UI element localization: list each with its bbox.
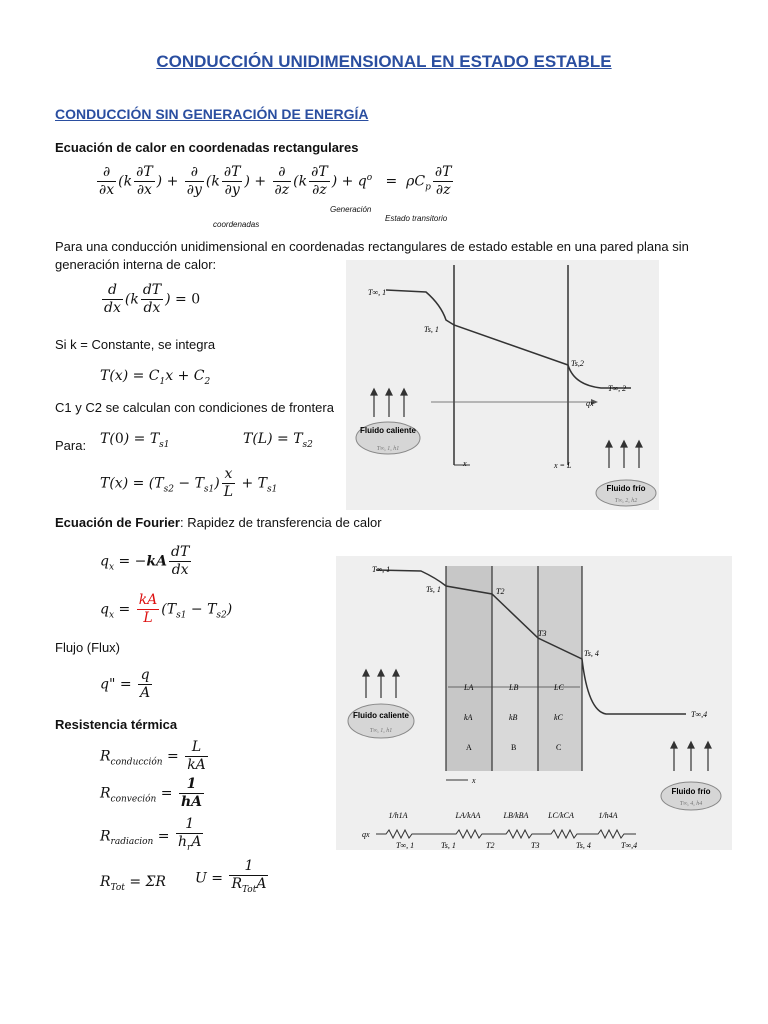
fig2-t-inf4: T∞,4 xyxy=(691,710,708,719)
fourier-rest: : Rapidez de transferencia de calor xyxy=(179,515,382,530)
fig2-hot-fluid: Fluido caliente xyxy=(352,711,410,720)
convection-resistance: $R_{conveción}$ = $\frac{1}{hA}$ xyxy=(100,776,203,810)
fig2-lc: LC xyxy=(554,683,564,692)
fig2-layer-c: C xyxy=(556,743,562,752)
linear-solution: $T(x) = C_1x + C_2$ xyxy=(100,368,211,387)
fig2-res-5: 1/h4A xyxy=(598,811,618,820)
page-title: CONDUCCIÓN UNIDIMENSIONAL EN ESTADO ESTABLE xyxy=(156,52,612,71)
intro-paragraph: Para una conducción unidimensional en coordenadas rectangulares de estado estable en una pared plana sin generación interna de calor: xyxy=(55,239,689,272)
transient-label: Estado transitorio xyxy=(385,214,448,223)
fig2-res-3: LB/kBA xyxy=(503,811,529,820)
fig2-layer-b: B xyxy=(511,743,517,752)
fig2-cold-fluid: Fluido frío xyxy=(671,787,711,796)
fig2-node-4: T3 xyxy=(531,841,540,850)
steady-equation: $\frac{d}{dx}$ (k $\frac{dT}{dx}$ ) = 0 xyxy=(104,282,201,316)
bc-left: $T(0) = T_{s1}$ xyxy=(100,431,170,450)
resistance-heading: Resistencia térmica xyxy=(55,717,178,732)
fig2-t3: T3 xyxy=(538,629,547,638)
fig2-res-4: LC/kCA xyxy=(548,811,574,820)
composite-wall-figure xyxy=(336,556,732,850)
fourier-equation: $q_x = -kA$ $\frac{dT}{dx}$ xyxy=(100,544,190,578)
fig1-cold-fluid: Fluido frío xyxy=(606,484,646,493)
fig1-qx: qx xyxy=(586,399,594,408)
fig2-qx: qx xyxy=(362,830,370,839)
para-label: Para: xyxy=(55,438,87,453)
fig1-ts1: Ts, 1 xyxy=(424,325,439,334)
fig1-hot-fluid: Fluido caliente xyxy=(359,426,417,435)
fig2-ts4: Ts, 4 xyxy=(584,649,599,658)
conduction-resistance: $R_{conducción}$ = $\frac{L}{kA}$ xyxy=(100,739,206,773)
fig2-layer-a: A xyxy=(466,743,472,752)
radiation-resistance: $R_{radiacion}$ = $\frac{1}{h_rA}$ xyxy=(100,816,202,853)
fourier-integrated: $q_x$ = $\frac{kA}{L}$ $(T_{s1} - T_{s2})$ xyxy=(100,592,233,626)
fig2-la: LA xyxy=(464,683,474,692)
fig2-cold-fluid-sub: T∞, 4, h4 xyxy=(679,801,703,807)
coords-label: coordenadas xyxy=(213,220,260,229)
fourier-heading: Ecuación de Fourier xyxy=(55,515,180,530)
k-constant-text: Si k = Constante, se integra xyxy=(55,337,216,352)
fig1-x-eq-l: x = L xyxy=(554,461,572,470)
fig2-res-1: 1/h1A xyxy=(388,811,408,820)
fig2-node-2: Ts, 1 xyxy=(441,841,456,850)
boundary-text: C1 y C2 se calculan con condiciones de frontera xyxy=(55,400,334,415)
total-resistance: $R_{Tot} = \Sigma R$ xyxy=(100,874,166,893)
fig1-t-inf1: T∞, 1 xyxy=(368,288,387,297)
overall-coefficient: U = $\frac{1}{R_{Tot}A}$ xyxy=(195,858,267,895)
fig2-kb: kB xyxy=(509,713,518,722)
fig1-x: x xyxy=(463,459,467,468)
fig2-node-1: T∞, 1 xyxy=(396,841,415,850)
fig2-t-inf1: T∞, 1 xyxy=(372,565,391,574)
plane-wall-figure xyxy=(346,260,659,510)
fig2-ts1: Ts, 1 xyxy=(426,585,441,594)
bc-right: $T(L) = T_{s2}$ xyxy=(243,431,313,450)
flux-label: Flujo (Flux) xyxy=(55,640,121,655)
generation-label: Generación xyxy=(330,205,372,214)
fig2-kc: kC xyxy=(554,713,563,722)
fourier-line xyxy=(55,514,382,532)
fig2-hot-fluid-sub: T∞, 1, h1 xyxy=(369,728,393,734)
fig2-node-5: Ts, 4 xyxy=(576,841,591,850)
fig2-ka: kA xyxy=(464,713,473,722)
fig1-cold-fluid-sub: T∞, 2, h2 xyxy=(614,498,638,504)
fig2-node-3: T2 xyxy=(486,841,495,850)
fig1-t-inf2: T∞, 2 xyxy=(608,384,627,393)
fig2-lb: LB xyxy=(509,683,519,692)
section-title: CONDUCCIÓN SIN GENERACIÓN DE ENERGÍA xyxy=(55,106,369,122)
temperature-profile: $T(x) = (T_{s2} - T_{s1})$ $\frac{x}{L}$ + $T_{s1}$ xyxy=(100,466,278,500)
fig2-x: x xyxy=(472,776,476,785)
fig2-t2: T2 xyxy=(496,587,505,596)
fig2-res-2: LA/kAA xyxy=(455,811,481,820)
fig1-ts2: Ts,2 xyxy=(571,359,584,368)
flux-equation: q" = $\frac{q}{A}$ xyxy=(100,667,151,701)
heat-equation-heading: Ecuación de calor en coordenadas rectangulares xyxy=(55,140,359,155)
fig1-hot-fluid-sub: T∞, 1, h1 xyxy=(376,446,400,452)
heat-equation: $\frac{\partial}{\partial x}$ (k $\frac{\partial T}{\partial x}$ ) + $\frac{\partial}{\partial y}$ (k $\frac{\partial T}{\partial y}$ ) + $\frac{\partial}{\partial z}$ (k $\frac{\partial T}{\partial z}$ ) + $q^o = \rho C_p$ $\frac{\partial T}{\partial z}$ xyxy=(99,164,452,198)
fig2-node-6: T∞,4 xyxy=(621,841,638,850)
